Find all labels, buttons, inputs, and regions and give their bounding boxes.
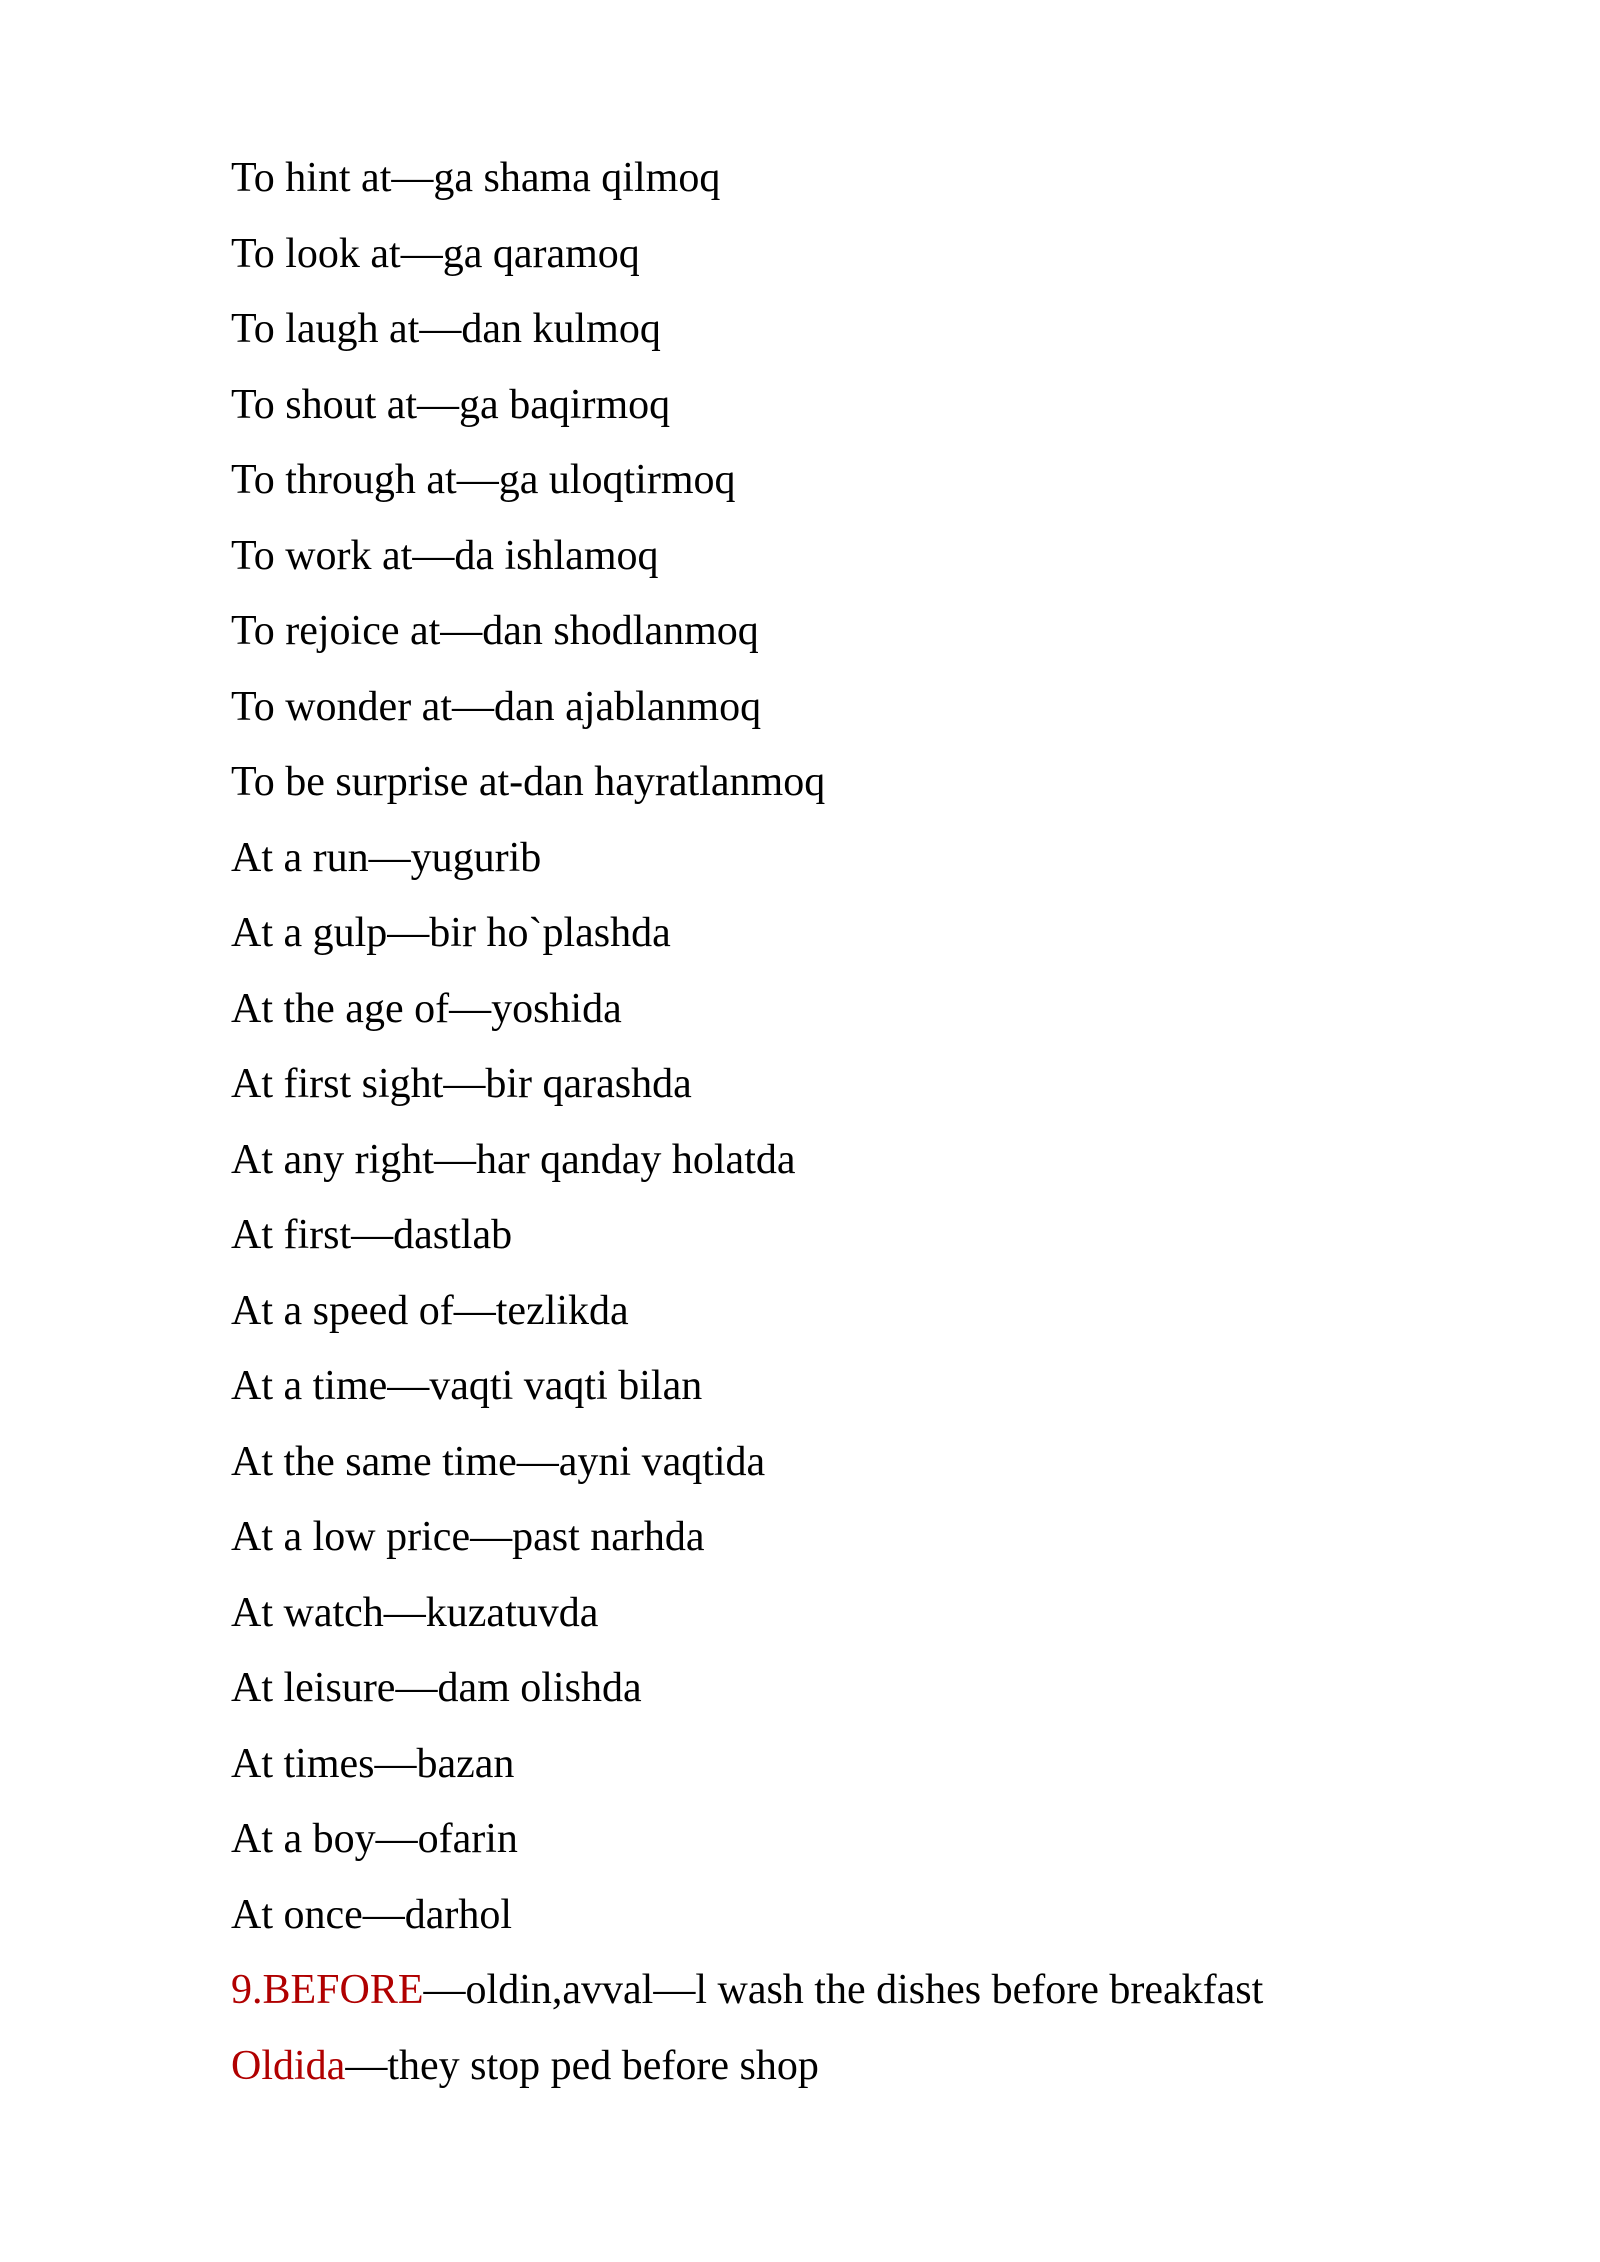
before-heading-line [231,1960,1471,2036]
phrase-list [231,148,1471,2111]
phrase-line: To be surprise at-dan hayratlanmoq [231,759,826,805]
before-heading-label: 9.BEFORE [231,1967,424,2013]
phrase-line: To wonder at—dan ajablanmoq [231,683,762,730]
phrase-line: At a boy—ofarin [231,1816,518,1862]
phrase-line: At the same time—ayni vaqtida [231,1438,766,1485]
phrase-line: To hint at—ga shama qilmoq [231,155,721,201]
before-heading-text: —oldin,avval—l wash the dishes before breakfast [423,1967,1264,2013]
before-example-label: Oldida [231,2042,346,2089]
phrase-line: At a time—vaqti vaqti bilan [231,1363,703,1409]
before-example-line [231,2036,1471,2112]
phrase-line: At watch—kuzatuvda [231,1589,599,1636]
phrase-line: At a run—yugurib [231,834,542,881]
phrase-line: To rejoice at—dan shodlanmoq [231,608,759,654]
phrase-line: At any right—har qanday holatda [231,1136,796,1183]
phrase-line: To through at—ga uloqtirmoq [231,457,736,503]
phrase-line: To laugh at—dan kulmoq [231,306,661,352]
phrase-line: At leisure—dam olishda [231,1665,642,1711]
phrase-line: At first sight—bir qarashda [231,1061,692,1107]
phrase-line: To look at—ga qaramoq [231,230,640,277]
before-example-text: —they stop ped before shop [345,2042,819,2089]
phrase-line: At once—darhol [231,1891,513,1938]
phrase-line: To work at—da ishlamoq [231,532,659,579]
phrase-line: To shout at—ga baqirmoq [231,381,671,428]
phrase-line: At a gulp—bir ho`plashda [231,910,671,956]
phrase-line: At a low price—past narhda [231,1514,705,1560]
phrase-line: At first—dastlab [231,1212,513,1258]
phrase-line: At a speed of—tezlikda [231,1287,629,1334]
phrase-line: At the age of—yoshida [231,985,622,1032]
phrase-line: At times—bazan [231,1740,515,1787]
